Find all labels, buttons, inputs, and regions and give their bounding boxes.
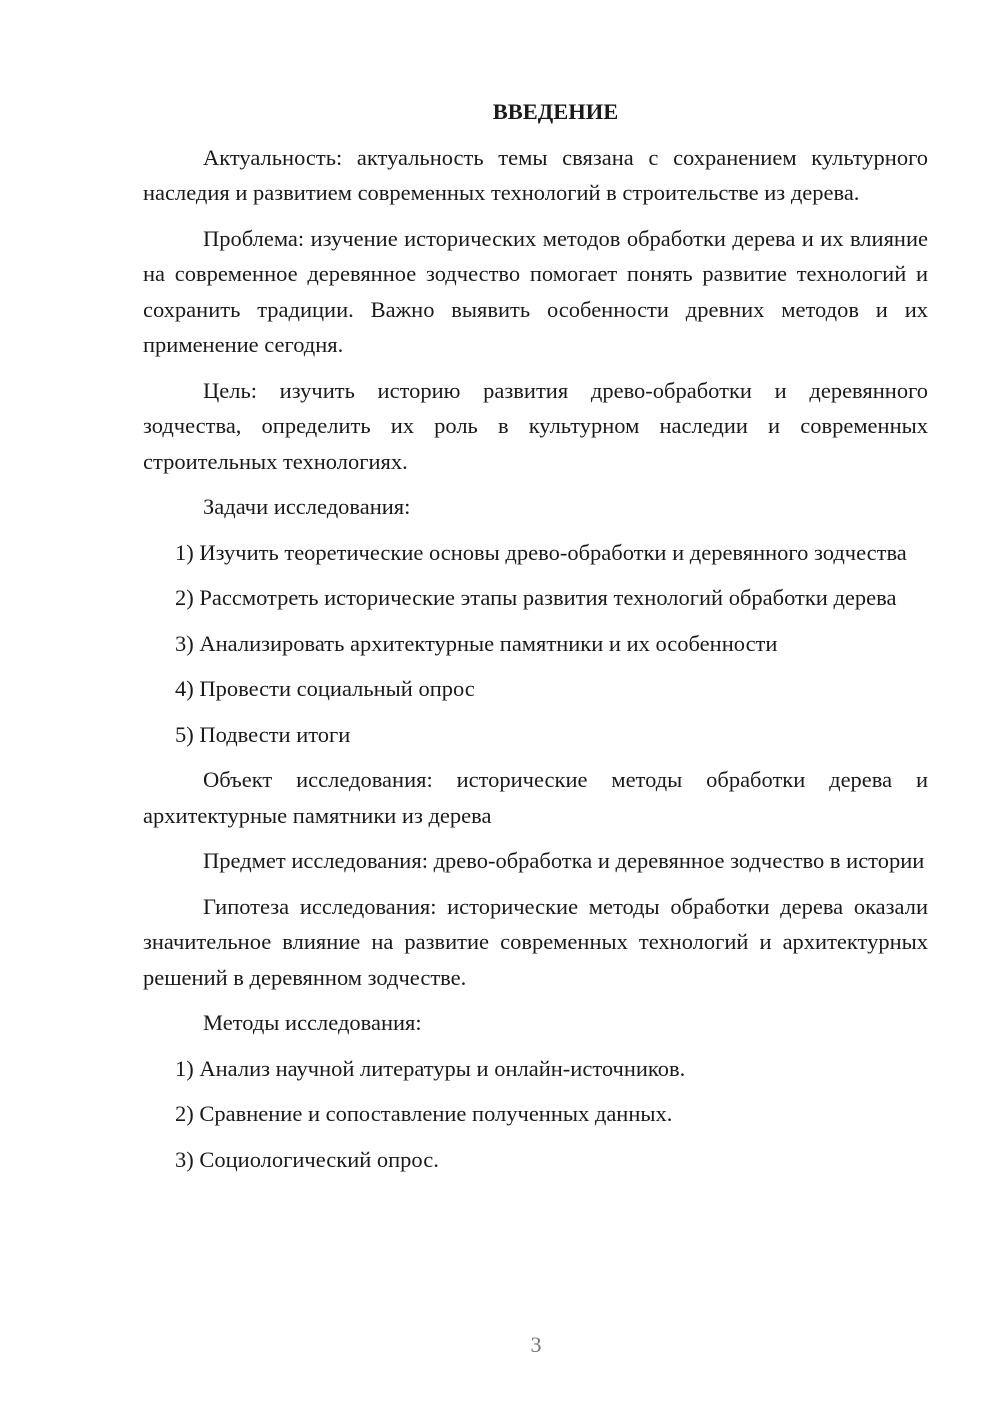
task-item: 2) Рассмотреть исторические этапы развития технологий обработки дерева xyxy=(175,585,897,610)
method-item: 1) Анализ научной литературы и онлайн-источников. xyxy=(175,1055,686,1081)
subject-paragraph: Предмет исследования: древо-обработка и деревянное зодчество в истории xyxy=(203,848,925,873)
tasks-title: Задачи исследования: xyxy=(203,494,411,519)
object-paragraph: Объект исследования: исторические методы обработки дерева и архитектурные памятники из дерева xyxy=(143,767,928,828)
task-item: 4) Провести социальный опрос xyxy=(175,676,475,701)
task-item: 3) Анализировать архитектурные памятники и их особенности xyxy=(175,630,778,656)
goal-paragraph: Цель: изучить историю развития древо-обработки и деревянного зодчества, определить их роль в культурном наследии и современных строительных технологиях. xyxy=(143,377,928,474)
method-item: 3) Социологический опрос. xyxy=(175,1146,439,1172)
task-item: 5) Подвести итоги xyxy=(175,721,351,747)
methods-title: Методы исследования: xyxy=(203,1010,422,1035)
page-content xyxy=(143,94,928,1187)
page-number: 3 xyxy=(530,1332,542,1357)
problem-paragraph: Проблема: изучение исторических методов обработки дерева и их влияние на современное деревянное зодчество помогает понять развитие технологий и сохранить традиции. Важно выявить особенности древних методов и их применение сегодня. xyxy=(143,225,928,357)
relevance-paragraph: Актуальность: актуальность темы связана с сохранением культурного наследия и развитием современных технологий в строительстве из дерева. xyxy=(143,144,928,205)
task-item: 1) Изучить теоретические основы древо-обработки и деревянного зодчества xyxy=(175,539,907,565)
section-heading: ВВЕДЕНИЕ xyxy=(492,99,619,124)
hypothesis-paragraph: Гипотеза исследования: исторические методы обработки дерева оказали значительное влияние на развитие современных технологий и архитектурных решений в деревянном зодчестве. xyxy=(143,893,928,990)
method-item: 2) Сравнение и сопоставление полученных данных. xyxy=(175,1101,673,1126)
